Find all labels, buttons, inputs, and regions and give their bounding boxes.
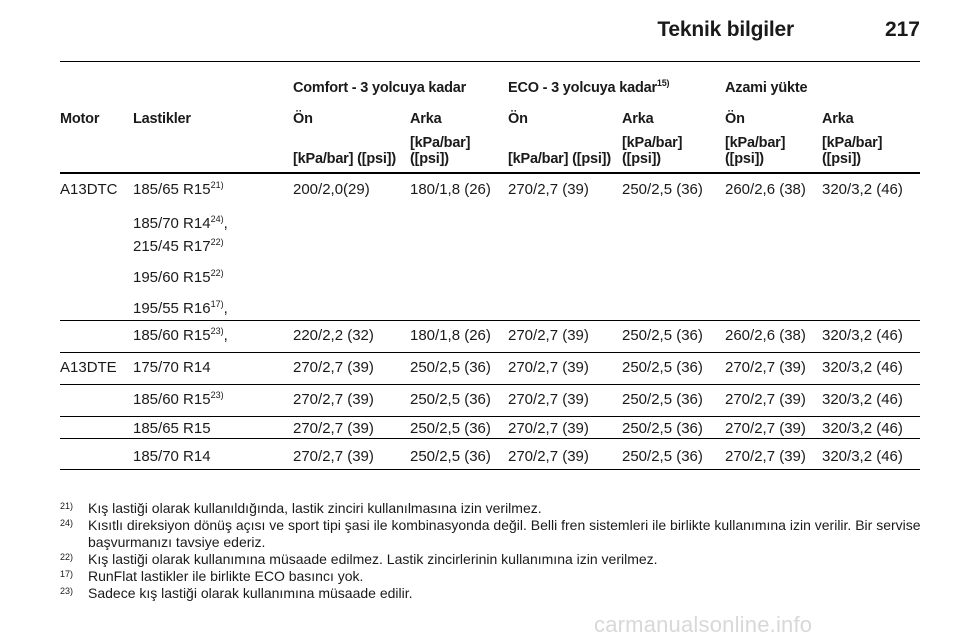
unit-comfort-rear-2: ([psi])	[410, 151, 449, 167]
footnote-number: 24)	[60, 518, 74, 528]
tire-size: 185/70 R14	[133, 215, 211, 232]
tire-cell	[133, 391, 224, 409]
pressure-cell: 270/2,7 (39)	[293, 391, 374, 408]
pressure-cell: 250/2,5 (36)	[622, 359, 703, 376]
unit-eco-rear-1: [kPa/bar]	[622, 135, 683, 151]
row-rule	[60, 320, 920, 321]
tire-cell	[133, 300, 228, 318]
tire-cell	[133, 327, 228, 345]
top-rule	[60, 61, 920, 62]
footnote	[60, 517, 930, 551]
pressure-cell: 320/3,2 (46)	[822, 448, 903, 465]
pressure-cell: 270/2,7 (39)	[508, 391, 589, 408]
tire-cell	[133, 238, 224, 256]
row-rule	[60, 384, 920, 385]
pressure-cell: 270/2,7 (39)	[508, 327, 589, 344]
pressure-cell: 260/2,6 (38)	[725, 181, 806, 198]
group-eco-label: ECO - 3 yolcuya kadar	[508, 80, 657, 96]
group-eco	[508, 79, 669, 97]
pressure-cell: 270/2,7 (39)	[508, 448, 589, 465]
tire-suffix: ,	[223, 215, 228, 232]
pressure-cell: 270/2,7 (39)	[293, 420, 374, 437]
tire-footnote-ref: 23)	[210, 326, 224, 336]
pressure-cell: 270/2,7 (39)	[725, 448, 806, 465]
tire-footnote-ref: 24)	[210, 214, 224, 224]
pressure-cell: 270/2,7 (39)	[508, 181, 589, 198]
pressure-cell: 320/3,2 (46)	[822, 391, 903, 408]
col-max-rear: Arka	[822, 111, 854, 127]
tire-cell	[133, 359, 211, 377]
tire-footnote-ref: 22)	[210, 268, 224, 278]
pressure-cell: 250/2,5 (36)	[622, 448, 703, 465]
unit-comfort-front: [kPa/bar] ([psi])	[293, 151, 396, 167]
motor-cell: A13DTE	[60, 359, 117, 376]
footnote	[60, 551, 930, 568]
pressure-cell: 250/2,5 (36)	[622, 420, 703, 437]
pressure-cell: 320/3,2 (46)	[822, 327, 903, 344]
watermark: carmanualsonline.info	[594, 612, 813, 637]
tire-footnote-ref: 17)	[210, 299, 224, 309]
tire-suffix: ,	[223, 327, 228, 344]
tire-suffix: ,	[223, 300, 228, 317]
pressure-cell: 260/2,6 (38)	[725, 327, 806, 344]
tire-size: 185/60 R15	[133, 327, 211, 344]
pressure-cell: 320/3,2 (46)	[822, 359, 903, 376]
pressure-cell: 250/2,5 (36)	[410, 420, 491, 437]
tire-size: 185/65 R15	[133, 181, 211, 198]
tire-footnote-ref: 23)	[210, 390, 224, 400]
unit-max-rear-1: [kPa/bar]	[822, 135, 883, 151]
col-comfort-front: Ön	[293, 111, 313, 127]
footnote-text: Kış lastiği olarak kullanıldığında, lastik zinciri kullanılmasına izin verilmez.	[88, 500, 542, 516]
pressure-cell: 270/2,7 (39)	[725, 420, 806, 437]
tire-size: 185/70 R14	[133, 448, 211, 465]
tire-cell	[133, 420, 211, 438]
tire-cell	[133, 215, 228, 233]
section-rule	[60, 352, 920, 353]
tire-cell	[133, 448, 211, 466]
pressure-cell: 180/1,8 (26)	[410, 327, 491, 344]
pressure-cell: 180/1,8 (26)	[410, 181, 491, 198]
pressure-cell: 270/2,7 (39)	[508, 359, 589, 376]
unit-max-rear-2: ([psi])	[822, 151, 861, 167]
pressure-cell: 320/3,2 (46)	[822, 420, 903, 437]
pressure-cell: 250/2,5 (36)	[622, 391, 703, 408]
pressure-cell: 250/2,5 (36)	[622, 327, 703, 344]
tire-cell	[133, 269, 224, 287]
footnote-text: Sadece kış lastiği olarak kullanımına müsaade edilir.	[88, 585, 413, 601]
footnote	[60, 500, 930, 517]
unit-eco-front: [kPa/bar] ([psi])	[508, 151, 611, 167]
footnote-number: 17)	[60, 569, 74, 579]
col-comfort-rear: Arka	[410, 111, 442, 127]
pressure-cell: 270/2,7 (39)	[725, 359, 806, 376]
group-max-load: Azami yükte	[725, 80, 808, 96]
pressure-cell: 270/2,7 (39)	[293, 359, 374, 376]
tire-cell	[133, 181, 224, 199]
pressure-cell: 320/3,2 (46)	[822, 181, 903, 198]
tire-footnote-ref: 22)	[210, 237, 224, 247]
footnote	[60, 585, 930, 602]
pressure-cell: 250/2,5 (36)	[410, 448, 491, 465]
unit-eco-rear-2: ([psi])	[622, 151, 661, 167]
group-comfort: Comfort - 3 yolcuya kadar	[293, 80, 467, 96]
pressure-cell: 270/2,7 (39)	[508, 420, 589, 437]
pressure-cell: 200/2,0(29)	[293, 181, 370, 198]
footnote-text: Kış lastiği olarak kullanımına müsaade edilmez. Lastik zincirlerinin kullanımına izin verilmez.	[88, 551, 658, 567]
tire-size: 185/60 R15	[133, 391, 211, 408]
tire-size: 185/65 R15	[133, 420, 211, 437]
unit-comfort-rear-1: [kPa/bar]	[410, 135, 471, 151]
row-rule	[60, 416, 920, 417]
group-eco-footnote: 15)	[656, 78, 670, 89]
page-number: 217	[884, 18, 920, 41]
bottom-rule	[60, 469, 920, 470]
footnote-text: RunFlat lastikler ile birlikte ECO basıncı yok.	[88, 568, 364, 584]
tire-size: 175/70 R14	[133, 359, 211, 376]
unit-max-front-2: ([psi])	[725, 151, 764, 167]
footnote	[60, 568, 930, 585]
pressure-cell: 250/2,5 (36)	[410, 359, 491, 376]
pressure-cell: 270/2,7 (39)	[725, 391, 806, 408]
motor-cell: A13DTC	[60, 181, 118, 198]
footnote-number: 22)	[60, 552, 74, 562]
tire-size: 215/45 R17	[133, 238, 211, 255]
pressure-cell: 220/2,2 (32)	[293, 327, 374, 344]
footnote-number: 23)	[60, 586, 74, 596]
col-max-front: Ön	[725, 111, 745, 127]
pressure-cell: 250/2,5 (36)	[410, 391, 491, 408]
footnote-number: 21)	[60, 501, 74, 511]
tire-size: 195/60 R15	[133, 269, 211, 286]
row-rule	[60, 438, 920, 439]
pressure-cell: 250/2,5 (36)	[622, 181, 703, 198]
col-eco-front: Ön	[508, 111, 528, 127]
pressure-cell: 270/2,7 (39)	[293, 448, 374, 465]
footnote-text: Kısıtlı direksiyon dönüş açısı ve sport tipi şasi ile kombinasyonda değil. Belli fren sistemleri ile birlikte kullanımına izin verilir. Bir servise başvurmanızı tavsiye ederiz.	[88, 517, 921, 550]
tire-size: 195/55 R16	[133, 300, 211, 317]
header-rule	[60, 172, 920, 174]
unit-max-front-1: [kPa/bar]	[725, 135, 786, 151]
page-title: Teknik bilgiler	[657, 18, 794, 41]
col-eco-rear: Arka	[622, 111, 654, 127]
col-motor: Motor	[60, 111, 100, 127]
col-tires: Lastikler	[133, 111, 191, 127]
tire-footnote-ref: 21)	[210, 180, 224, 190]
